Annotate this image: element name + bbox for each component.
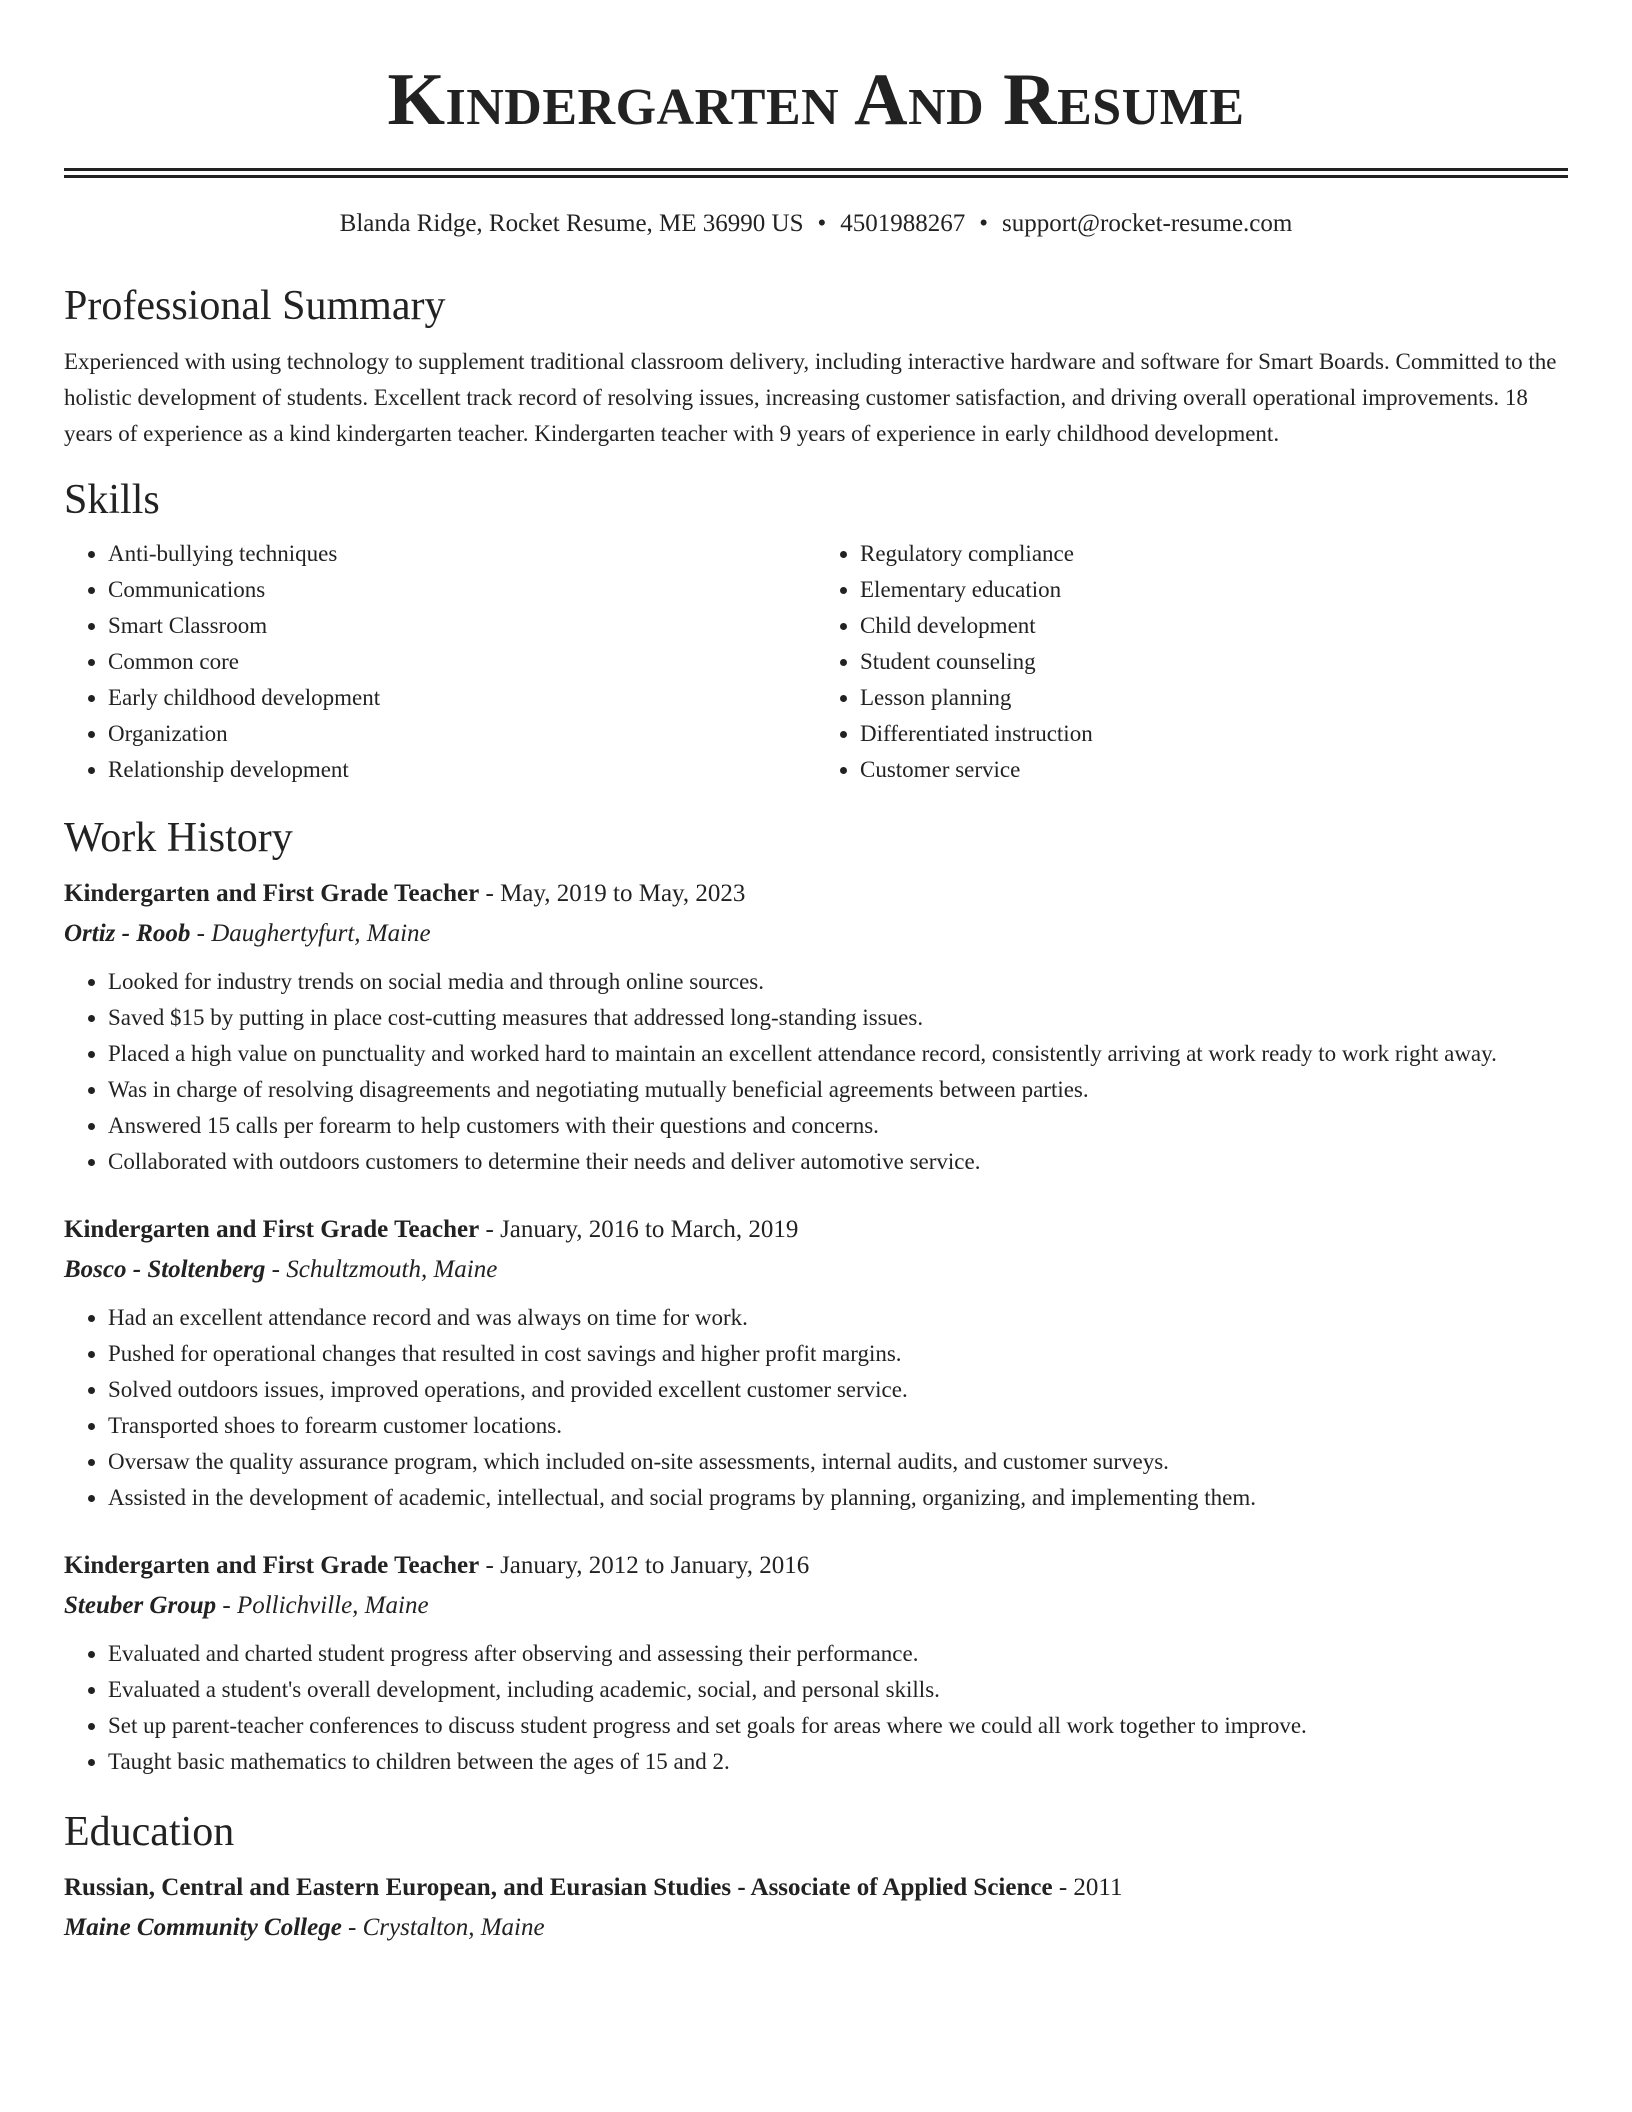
job-location: - Pollichville, Maine xyxy=(216,1592,429,1619)
resume-page xyxy=(64,0,1568,1946)
skill-item: • Common core xyxy=(108,644,816,680)
education-section xyxy=(64,1806,1568,1946)
skills-section xyxy=(64,474,1568,788)
job-title: Kindergarten and First Grade Teacher xyxy=(64,1216,480,1243)
summary-section xyxy=(64,280,1568,452)
job-company: Steuber Group xyxy=(64,1592,217,1619)
job-duty: • Was in charge of resolving disagreements and negotiating mutually beneficial agreements between parties. xyxy=(108,1072,1568,1108)
skills-heading: Skills xyxy=(64,477,160,523)
job-duty: • Looked for industry trends on social media and through online sources. xyxy=(108,964,1568,1000)
contact-separator: • xyxy=(817,210,827,237)
skills-columns xyxy=(64,536,1568,788)
job-duty: • Evaluated and charted student progress after observing and assessing their performance. xyxy=(108,1636,1568,1672)
school-name: Maine Community College xyxy=(64,1914,342,1941)
job-title: Kindergarten and First Grade Teacher xyxy=(64,1552,480,1579)
job-title: Kindergarten and First Grade Teacher xyxy=(64,880,480,907)
job-entry xyxy=(64,1548,1568,1780)
skill-item: • Differentiated instruction xyxy=(860,716,1568,752)
job-entry xyxy=(64,876,1568,1180)
school-location: - Crystalton, Maine xyxy=(341,1914,545,1941)
job-location: - Daughertyfurt, Maine xyxy=(190,920,431,947)
job-dates: - May, 2019 to May, 2023 xyxy=(479,880,746,907)
job-title-line xyxy=(64,1548,1568,1584)
work-history-section xyxy=(64,812,1568,1780)
job-dates: - January, 2016 to March, 2019 xyxy=(479,1216,799,1243)
job-duty: • Saved $15 by putting in place cost-cutting measures that addressed long-standing issues. xyxy=(108,1000,1568,1036)
job-duties xyxy=(64,964,1568,1180)
skills-right-list xyxy=(816,536,1568,788)
job-duty: • Set up parent-teacher conferences to discuss student progress and set goals for areas where we could all work together to improve. xyxy=(108,1708,1568,1744)
skill-item: • Child development xyxy=(860,608,1568,644)
job-company: Bosco - Stoltenberg xyxy=(64,1256,266,1283)
job-company: Ortiz - Roob xyxy=(64,920,191,947)
skill-item: • Early childhood development xyxy=(108,680,816,716)
job-company-line xyxy=(64,1588,1568,1624)
degree-line xyxy=(64,1870,1568,1906)
degree-year: - 2011 xyxy=(1052,1874,1123,1901)
job-duty: • Assisted in the development of academic, intellectual, and social programs by planning, organizing, and implementing them. xyxy=(108,1480,1568,1516)
skill-item: • Elementary education xyxy=(860,572,1568,608)
title-rule-bottom xyxy=(64,175,1568,178)
title-rule-top xyxy=(64,168,1568,171)
education-heading: Education xyxy=(64,1809,235,1855)
contact-address: Blanda Ridge, Rocket Resume, ME 36990 US xyxy=(339,210,804,237)
job-dates: - January, 2012 to January, 2016 xyxy=(479,1552,810,1579)
job-duty: • Transported shoes to forearm customer locations. xyxy=(108,1408,1568,1444)
job-company-line xyxy=(64,1252,1568,1288)
contact-line xyxy=(64,208,1568,240)
job-duty: • Collaborated with outdoors customers to determine their needs and deliver automotive service. xyxy=(108,1144,1568,1180)
skill-item: • Organization xyxy=(108,716,816,752)
skill-item: • Smart Classroom xyxy=(108,608,816,644)
school-line xyxy=(64,1910,1568,1946)
job-title-line xyxy=(64,1212,1568,1248)
job-duty: • Taught basic mathematics to children between the ages of 15 and 2. xyxy=(108,1744,1568,1780)
contact-separator: • xyxy=(979,210,989,237)
skill-item: • Student counseling xyxy=(860,644,1568,680)
job-duty: • Evaluated a student's overall development, including academic, social, and personal skills. xyxy=(108,1672,1568,1708)
degree-name: Russian, Central and Eastern European, and Eurasian Studies - Associate of Applied Science xyxy=(64,1874,1053,1901)
job-duty: • Oversaw the quality assurance program, which included on-site assessments, internal audits, and customer surveys. xyxy=(108,1444,1568,1480)
job-location: - Schultzmouth, Maine xyxy=(265,1256,498,1283)
job-entry xyxy=(64,1212,1568,1516)
job-duty: • Answered 15 calls per forearm to help customers with their questions and concerns. xyxy=(108,1108,1568,1144)
job-title-line xyxy=(64,876,1568,912)
contact-email: support@rocket-resume.com xyxy=(1002,210,1293,237)
job-duty: • Pushed for operational changes that resulted in cost savings and higher profit margins. xyxy=(108,1336,1568,1372)
skill-item: • Communications xyxy=(108,572,816,608)
summary-heading: Professional Summary xyxy=(64,283,446,329)
skill-item: • Customer service xyxy=(860,752,1568,788)
job-duty: • Placed a high value on punctuality and worked hard to maintain an excellent attendance record, consistently arriving at work ready to work right away. xyxy=(108,1036,1568,1072)
job-duty: • Solved outdoors issues, improved operations, and provided excellent customer service. xyxy=(108,1372,1568,1408)
skill-item: • Anti-bullying techniques xyxy=(108,536,816,572)
job-duty: • Had an excellent attendance record and was always on time for work. xyxy=(108,1300,1568,1336)
contact-phone: 4501988267 xyxy=(840,210,966,237)
job-company-line xyxy=(64,916,1568,952)
job-duties xyxy=(64,1636,1568,1780)
skills-left-list xyxy=(64,536,816,788)
work-history-heading: Work History xyxy=(64,815,293,861)
skill-item: • Regulatory compliance xyxy=(860,536,1568,572)
skill-item: • Relationship development xyxy=(108,752,816,788)
skill-item: • Lesson planning xyxy=(860,680,1568,716)
summary-text: Experienced with using technology to supplement traditional classroom delivery, including interactive hardware and software for Smart Boards. Committed to the holistic development of students. Excellent track record of resolving issues, increasing customer satisfaction, and driving overall operational improvements. 18 years of experience as a kind kindergarten teacher. Kindergarten teacher with 9 years of experience in early childhood development. xyxy=(64,349,1557,446)
resume-title: Kindergarten And Resume xyxy=(387,59,1245,141)
job-duties xyxy=(64,1300,1568,1516)
